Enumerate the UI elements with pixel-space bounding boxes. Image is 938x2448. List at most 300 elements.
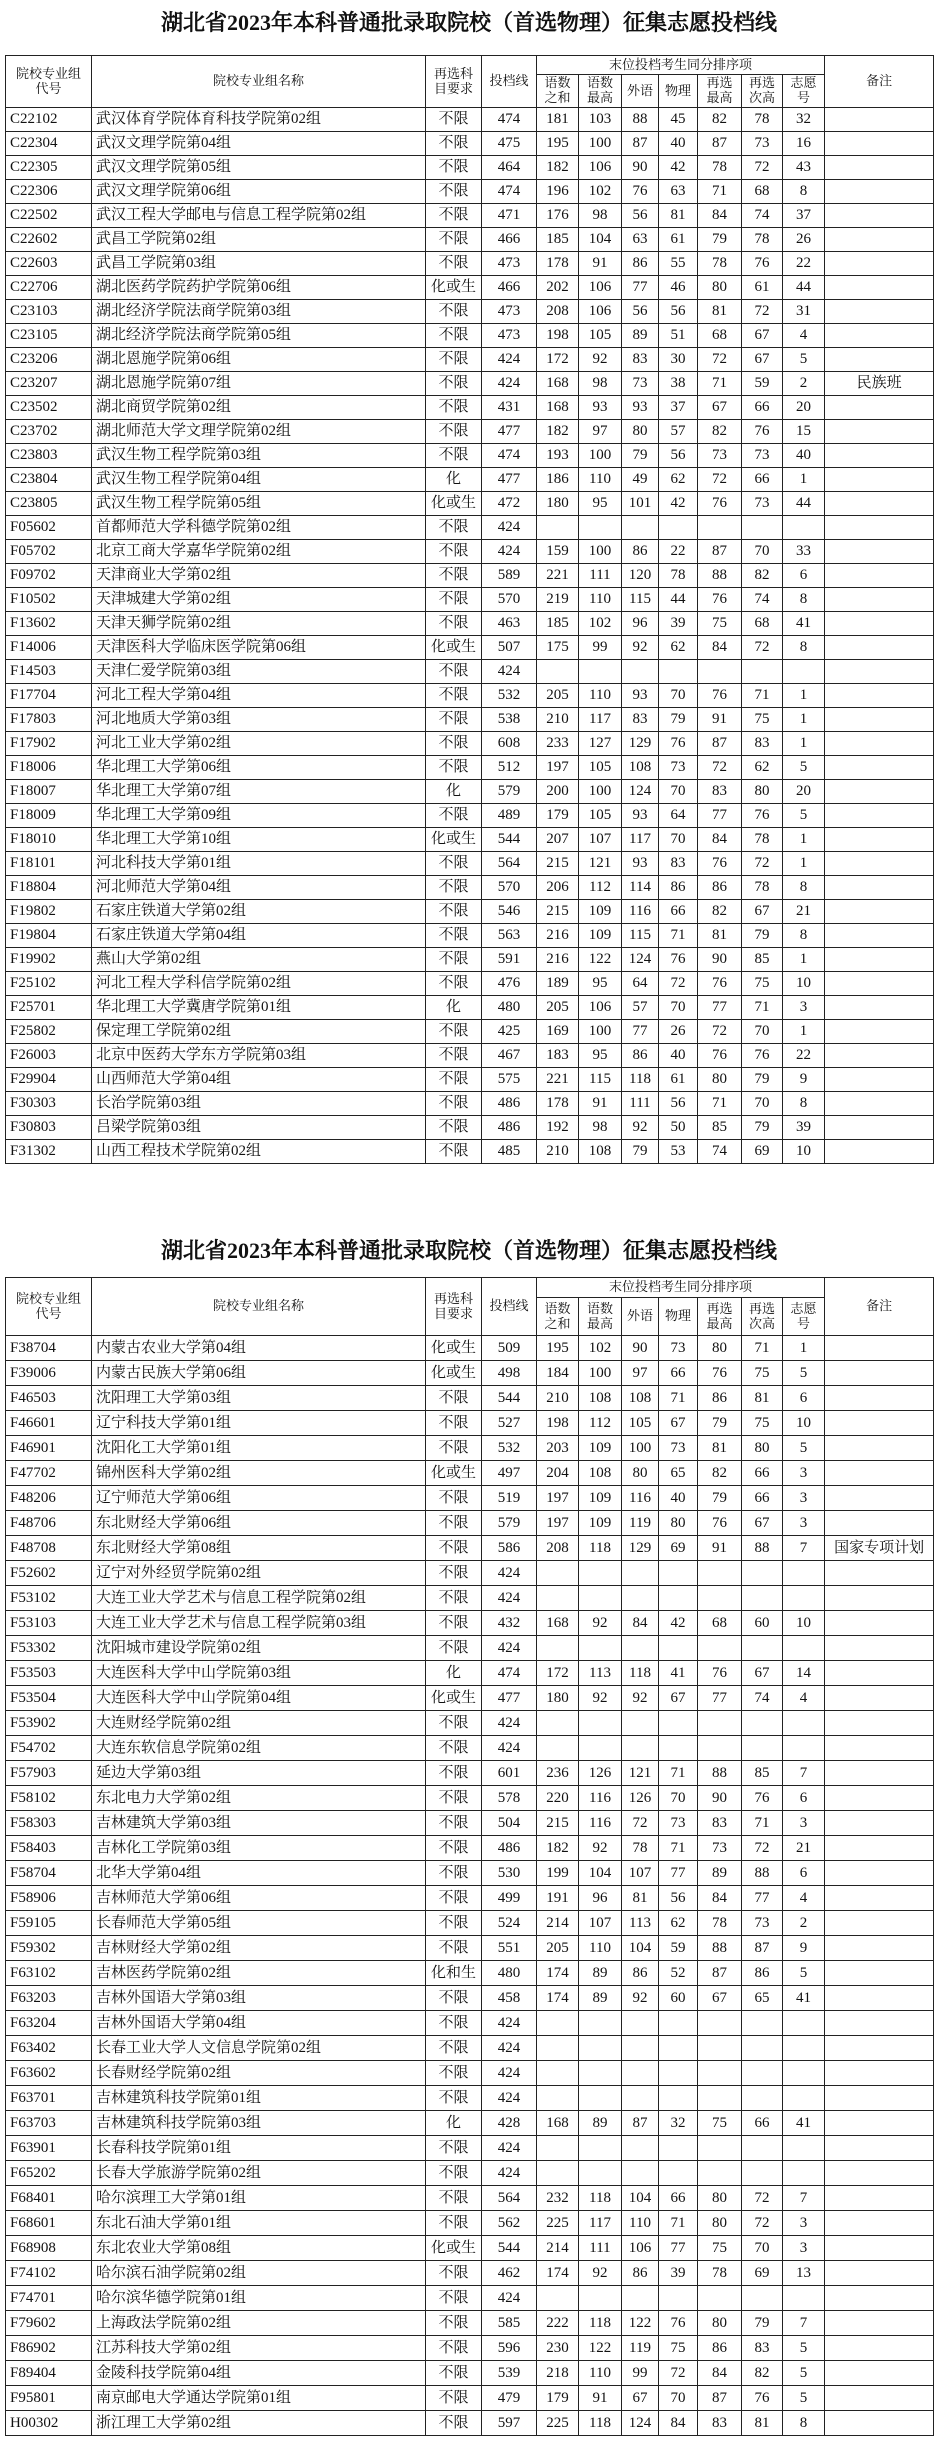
cell-subject: 不限 bbox=[426, 1411, 482, 1436]
cell-code: F53503 bbox=[6, 1661, 92, 1686]
cell-subject: 不限 bbox=[426, 1386, 482, 1411]
cell-choice-no: 5 bbox=[783, 348, 825, 372]
cell-score: 464 bbox=[482, 156, 537, 180]
cell-physics: 57 bbox=[659, 420, 698, 444]
cell-yushu-sum: 182 bbox=[537, 420, 579, 444]
cell-yushu-max bbox=[579, 2286, 622, 2311]
cell-code: C23207 bbox=[6, 372, 92, 396]
cell-elective-second: 80 bbox=[742, 780, 783, 804]
cell-name: 长春工业大学人文信息学院第02组 bbox=[92, 2036, 426, 2061]
cell-choice-no: 43 bbox=[783, 156, 825, 180]
cell-name: 吉林财经大学第02组 bbox=[92, 1936, 426, 1961]
cell-name: 山西师范大学第04组 bbox=[92, 1068, 426, 1092]
cell-name: 湖北经济学院法商学院第05组 bbox=[92, 324, 426, 348]
cell-score: 489 bbox=[482, 804, 537, 828]
cell-subject: 不限 bbox=[426, 2336, 482, 2361]
cell-subject: 不限 bbox=[426, 2261, 482, 2286]
cell-physics bbox=[659, 1561, 698, 1586]
cell-elective-second bbox=[742, 516, 783, 540]
cell-name: 长春科技学院第01组 bbox=[92, 2136, 426, 2161]
cell-choice-no: 10 bbox=[783, 1140, 825, 1164]
cell-elective-max: 76 bbox=[698, 684, 742, 708]
table-row bbox=[6, 180, 934, 204]
cell-english bbox=[622, 2286, 659, 2311]
header-elective-second-label: 再选次高 bbox=[748, 75, 775, 105]
cell-elective-max: 78 bbox=[698, 1911, 742, 1936]
cell-code: F14006 bbox=[6, 636, 92, 660]
cell-elective-max: 74 bbox=[698, 1140, 742, 1164]
cell-subject: 不限 bbox=[426, 1861, 482, 1886]
cell-yushu-max: 110 bbox=[579, 684, 622, 708]
cell-score: 486 bbox=[482, 1836, 537, 1861]
cell-elective-max: 87 bbox=[698, 1961, 742, 1986]
cell-choice-no: 3 bbox=[783, 2211, 825, 2236]
cell-remark bbox=[825, 132, 934, 156]
cell-choice-no: 5 bbox=[783, 804, 825, 828]
cell-elective-max: 72 bbox=[698, 468, 742, 492]
cell-choice-no bbox=[783, 1736, 825, 1761]
cell-code: F18804 bbox=[6, 876, 92, 900]
cell-choice-no bbox=[783, 2061, 825, 2086]
cell-elective-max: 84 bbox=[698, 2361, 742, 2386]
cell-elective-second: 83 bbox=[742, 2336, 783, 2361]
cell-remark bbox=[825, 1092, 934, 1116]
cell-subject: 不限 bbox=[426, 1092, 482, 1116]
cell-code: F63203 bbox=[6, 1986, 92, 2011]
cell-yushu-max: 98 bbox=[579, 372, 622, 396]
cell-subject: 不限 bbox=[426, 180, 482, 204]
cell-english: 77 bbox=[622, 1020, 659, 1044]
cell-score: 499 bbox=[482, 1886, 537, 1911]
cell-physics: 40 bbox=[659, 132, 698, 156]
cell-score: 596 bbox=[482, 2336, 537, 2361]
cell-name: 武汉体育学院体育科技学院第02组 bbox=[92, 108, 426, 132]
cell-name: 武汉生物工程学院第03组 bbox=[92, 444, 426, 468]
cell-elective-max: 72 bbox=[698, 348, 742, 372]
cell-english: 119 bbox=[622, 1511, 659, 1536]
header-yushu-max bbox=[579, 1298, 622, 1336]
cell-remark bbox=[825, 1911, 934, 1936]
cell-choice-no: 21 bbox=[783, 900, 825, 924]
cell-code: F14503 bbox=[6, 660, 92, 684]
table-row bbox=[6, 852, 934, 876]
cell-remark bbox=[825, 1116, 934, 1140]
cell-score: 462 bbox=[482, 2261, 537, 2286]
cell-code: F17902 bbox=[6, 732, 92, 756]
cell-remark bbox=[825, 252, 934, 276]
cell-yushu-sum: 210 bbox=[537, 708, 579, 732]
cell-yushu-sum: 198 bbox=[537, 1411, 579, 1436]
cell-elective-max: 88 bbox=[698, 564, 742, 588]
cell-choice-no: 7 bbox=[783, 2311, 825, 2336]
cell-elective-max: 79 bbox=[698, 1486, 742, 1511]
cell-code: F47702 bbox=[6, 1461, 92, 1486]
cell-yushu-max: 111 bbox=[579, 564, 622, 588]
cell-score: 428 bbox=[482, 2111, 537, 2136]
cell-code: F57903 bbox=[6, 1761, 92, 1786]
cell-score: 575 bbox=[482, 1068, 537, 1092]
cell-code: F63703 bbox=[6, 2111, 92, 2136]
cell-elective-max: 77 bbox=[698, 1686, 742, 1711]
cell-yushu-sum bbox=[537, 2286, 579, 2311]
cell-choice-no: 5 bbox=[783, 2361, 825, 2386]
cell-subject: 化或生 bbox=[426, 1361, 482, 1386]
cell-elective-second: 59 bbox=[742, 372, 783, 396]
cell-elective-second: 73 bbox=[742, 132, 783, 156]
cell-elective-max: 76 bbox=[698, 588, 742, 612]
cell-yushu-max: 106 bbox=[579, 276, 622, 300]
cell-name: 吉林化工学院第03组 bbox=[92, 1836, 426, 1861]
cell-yushu-sum bbox=[537, 2061, 579, 2086]
cell-yushu-sum bbox=[537, 1586, 579, 1611]
cell-yushu-sum: 159 bbox=[537, 540, 579, 564]
cell-yushu-sum: 204 bbox=[537, 1461, 579, 1486]
cell-physics: 71 bbox=[659, 1761, 698, 1786]
cell-yushu-sum: 185 bbox=[537, 612, 579, 636]
cell-code: F65202 bbox=[6, 2161, 92, 2186]
cell-remark bbox=[825, 900, 934, 924]
cell-choice-no bbox=[783, 2036, 825, 2061]
cell-english: 118 bbox=[622, 1661, 659, 1686]
cell-english bbox=[622, 1636, 659, 1661]
cell-english bbox=[622, 2086, 659, 2111]
cell-elective-max: 77 bbox=[698, 804, 742, 828]
cell-english: 93 bbox=[622, 804, 659, 828]
cell-score: 486 bbox=[482, 1116, 537, 1140]
cell-english: 73 bbox=[622, 372, 659, 396]
cell-english: 115 bbox=[622, 924, 659, 948]
cell-yushu-sum: 183 bbox=[537, 1044, 579, 1068]
cell-remark bbox=[825, 1461, 934, 1486]
cell-elective-max: 87 bbox=[698, 2386, 742, 2411]
cell-score: 479 bbox=[482, 2386, 537, 2411]
cell-code: C23804 bbox=[6, 468, 92, 492]
cell-remark bbox=[825, 1636, 934, 1661]
cell-elective-second: 76 bbox=[742, 2386, 783, 2411]
cell-choice-no: 1 bbox=[783, 852, 825, 876]
cell-name: 东北石油大学第01组 bbox=[92, 2211, 426, 2236]
cell-subject: 不限 bbox=[426, 2411, 482, 2436]
cell-yushu-max: 89 bbox=[579, 1961, 622, 1986]
cell-elective-max: 67 bbox=[698, 396, 742, 420]
cell-remark bbox=[825, 516, 934, 540]
cell-elective-max: 71 bbox=[698, 180, 742, 204]
cell-yushu-max: 109 bbox=[579, 900, 622, 924]
cell-choice-no bbox=[783, 1586, 825, 1611]
header-code bbox=[6, 1278, 92, 1336]
cell-code: C23803 bbox=[6, 444, 92, 468]
cell-yushu-max bbox=[579, 1586, 622, 1611]
cell-yushu-sum bbox=[537, 516, 579, 540]
cell-choice-no: 3 bbox=[783, 1486, 825, 1511]
cell-subject: 不限 bbox=[426, 876, 482, 900]
cell-choice-no: 1 bbox=[783, 1020, 825, 1044]
cell-code: F74102 bbox=[6, 2261, 92, 2286]
cell-yushu-sum: 215 bbox=[537, 1811, 579, 1836]
cell-choice-no: 33 bbox=[783, 540, 825, 564]
cell-elective-max: 82 bbox=[698, 420, 742, 444]
cell-code: F25802 bbox=[6, 1020, 92, 1044]
cell-code: F59302 bbox=[6, 1936, 92, 1961]
cell-score: 474 bbox=[482, 108, 537, 132]
cell-yushu-sum: 191 bbox=[537, 1886, 579, 1911]
cell-yushu-max: 110 bbox=[579, 588, 622, 612]
cell-name: 华北理工大学第09组 bbox=[92, 804, 426, 828]
cell-code: F18007 bbox=[6, 780, 92, 804]
cell-score: 530 bbox=[482, 1861, 537, 1886]
cell-yushu-max: 100 bbox=[579, 540, 622, 564]
cell-yushu-max bbox=[579, 1636, 622, 1661]
header-yushu-sum-label: 语数之和 bbox=[544, 75, 571, 105]
cell-english: 81 bbox=[622, 1886, 659, 1911]
table-row bbox=[6, 1911, 934, 1936]
cell-elective-max: 78 bbox=[698, 156, 742, 180]
cell-yushu-max: 98 bbox=[579, 204, 622, 228]
cell-yushu-sum: 218 bbox=[537, 2361, 579, 2386]
cell-elective-max: 73 bbox=[698, 1836, 742, 1861]
cell-physics: 76 bbox=[659, 948, 698, 972]
cell-code: F17704 bbox=[6, 684, 92, 708]
cell-subject: 化和生 bbox=[426, 1961, 482, 1986]
cell-code: F68601 bbox=[6, 2211, 92, 2236]
table-row bbox=[6, 2286, 934, 2311]
cell-name: 北京中医药大学东方学院第03组 bbox=[92, 1044, 426, 1068]
cell-physics bbox=[659, 1586, 698, 1611]
cell-elective-max: 80 bbox=[698, 2311, 742, 2336]
table-row bbox=[6, 1116, 934, 1140]
cell-score: 424 bbox=[482, 540, 537, 564]
table-row bbox=[6, 948, 934, 972]
cell-english: 89 bbox=[622, 324, 659, 348]
cell-yushu-sum: 175 bbox=[537, 636, 579, 660]
cell-physics bbox=[659, 2086, 698, 2111]
cell-remark bbox=[825, 540, 934, 564]
header-elective-max bbox=[698, 75, 742, 108]
cell-english: 83 bbox=[622, 708, 659, 732]
cell-physics: 39 bbox=[659, 2261, 698, 2286]
cell-choice-no: 5 bbox=[783, 1961, 825, 1986]
cell-yushu-sum: 236 bbox=[537, 1761, 579, 1786]
header-physics: 物理 bbox=[659, 1298, 698, 1336]
cell-physics: 76 bbox=[659, 2311, 698, 2336]
cell-code: F18101 bbox=[6, 852, 92, 876]
cell-code: F63204 bbox=[6, 2011, 92, 2036]
cell-english: 83 bbox=[622, 348, 659, 372]
cell-physics: 70 bbox=[659, 2386, 698, 2411]
cell-yushu-max: 107 bbox=[579, 828, 622, 852]
cell-subject: 不限 bbox=[426, 2211, 482, 2236]
table-row bbox=[6, 1961, 934, 1986]
cell-name: 锦州医科大学第02组 bbox=[92, 1461, 426, 1486]
cell-name: 哈尔滨石油学院第02组 bbox=[92, 2261, 426, 2286]
table-row bbox=[6, 1336, 934, 1361]
cell-name: 河北工程大学第04组 bbox=[92, 684, 426, 708]
cell-elective-max: 68 bbox=[698, 324, 742, 348]
table-row bbox=[6, 2211, 934, 2236]
cell-name: 辽宁师范大学第06组 bbox=[92, 1486, 426, 1511]
cell-choice-no: 1 bbox=[783, 1336, 825, 1361]
cell-yushu-sum: 195 bbox=[537, 1336, 579, 1361]
cell-remark bbox=[825, 1811, 934, 1836]
cell-elective-second: 70 bbox=[742, 540, 783, 564]
cell-code: F25701 bbox=[6, 996, 92, 1020]
cell-elective-max: 80 bbox=[698, 276, 742, 300]
cell-name: 吉林建筑科技学院第01组 bbox=[92, 2086, 426, 2111]
cell-code: F18006 bbox=[6, 756, 92, 780]
cell-score: 585 bbox=[482, 2311, 537, 2336]
table-row bbox=[6, 2311, 934, 2336]
cell-english: 79 bbox=[622, 444, 659, 468]
table-row bbox=[6, 2361, 934, 2386]
cell-english: 49 bbox=[622, 468, 659, 492]
cell-code: F13602 bbox=[6, 612, 92, 636]
cell-english: 116 bbox=[622, 1486, 659, 1511]
table-row bbox=[6, 2336, 934, 2361]
cell-elective-second: 79 bbox=[742, 924, 783, 948]
cell-yushu-max: 110 bbox=[579, 1936, 622, 1961]
cell-subject: 不限 bbox=[426, 2011, 482, 2036]
table-row bbox=[6, 324, 934, 348]
cell-score: 563 bbox=[482, 924, 537, 948]
cell-yushu-sum: 179 bbox=[537, 2386, 579, 2411]
cell-name: 长春大学旅游学院第02组 bbox=[92, 2161, 426, 2186]
cell-choice-no: 6 bbox=[783, 1386, 825, 1411]
cell-yushu-max: 91 bbox=[579, 2386, 622, 2411]
cell-elective-second bbox=[742, 2061, 783, 2086]
cell-choice-no: 32 bbox=[783, 108, 825, 132]
cell-elective-second: 69 bbox=[742, 1140, 783, 1164]
cell-physics: 39 bbox=[659, 612, 698, 636]
cell-elective-second: 88 bbox=[742, 1861, 783, 1886]
cell-code: F29904 bbox=[6, 1068, 92, 1092]
cell-elective-second bbox=[742, 2011, 783, 2036]
cell-subject: 不限 bbox=[426, 1836, 482, 1861]
cell-code: F58303 bbox=[6, 1811, 92, 1836]
table-row bbox=[6, 1068, 934, 1092]
cell-choice-no bbox=[783, 2286, 825, 2311]
cell-physics: 75 bbox=[659, 2336, 698, 2361]
cell-remark bbox=[825, 1336, 934, 1361]
cell-choice-no bbox=[783, 660, 825, 684]
cell-yushu-sum: 225 bbox=[537, 2411, 579, 2436]
header-english: 外语 bbox=[622, 75, 659, 108]
cell-choice-no: 41 bbox=[783, 2111, 825, 2136]
cell-subject: 不限 bbox=[426, 1486, 482, 1511]
cell-code: F54702 bbox=[6, 1736, 92, 1761]
cell-yushu-sum: 210 bbox=[537, 1386, 579, 1411]
cell-name: 沈阳理工大学第03组 bbox=[92, 1386, 426, 1411]
cell-english bbox=[622, 516, 659, 540]
header-elective-max-label: 再选最高 bbox=[706, 1300, 733, 1331]
cell-code: F25102 bbox=[6, 972, 92, 996]
cell-score: 425 bbox=[482, 1020, 537, 1044]
cell-name: 吉林外国语大学第04组 bbox=[92, 2011, 426, 2036]
table-row bbox=[6, 1936, 934, 1961]
cell-choice-no: 8 bbox=[783, 924, 825, 948]
cell-code: F05702 bbox=[6, 540, 92, 564]
cell-elective-second: 72 bbox=[742, 156, 783, 180]
cell-physics: 62 bbox=[659, 1911, 698, 1936]
cell-code: F18009 bbox=[6, 804, 92, 828]
cell-remark bbox=[825, 1486, 934, 1511]
cell-name: 大连东软信息学院第02组 bbox=[92, 1736, 426, 1761]
cell-yushu-max: 91 bbox=[579, 1092, 622, 1116]
cell-elective-max: 78 bbox=[698, 2261, 742, 2286]
cell-name: 沈阳化工大学第01组 bbox=[92, 1436, 426, 1461]
cell-yushu-max: 117 bbox=[579, 708, 622, 732]
cell-yushu-max: 97 bbox=[579, 420, 622, 444]
cell-score: 474 bbox=[482, 444, 537, 468]
table-row bbox=[6, 2186, 934, 2211]
cell-code: F89404 bbox=[6, 2361, 92, 2386]
cell-english: 120 bbox=[622, 564, 659, 588]
cell-score: 475 bbox=[482, 132, 537, 156]
cell-english: 87 bbox=[622, 132, 659, 156]
cell-name: 湖北恩施学院第07组 bbox=[92, 372, 426, 396]
cell-physics: 73 bbox=[659, 1336, 698, 1361]
cell-score: 498 bbox=[482, 1361, 537, 1386]
cell-physics: 86 bbox=[659, 876, 698, 900]
cell-name: 辽宁科技大学第01组 bbox=[92, 1411, 426, 1436]
cell-yushu-max: 89 bbox=[579, 2111, 622, 2136]
cell-yushu-sum bbox=[537, 660, 579, 684]
cell-yushu-sum: 178 bbox=[537, 1092, 579, 1116]
cell-subject: 化或生 bbox=[426, 1686, 482, 1711]
cell-elective-second bbox=[742, 2136, 783, 2161]
cell-yushu-sum: 208 bbox=[537, 300, 579, 324]
cell-english: 57 bbox=[622, 996, 659, 1020]
cell-elective-second: 81 bbox=[742, 2411, 783, 2436]
cell-english: 124 bbox=[622, 2411, 659, 2436]
cell-score: 477 bbox=[482, 1686, 537, 1711]
header-elective-second-label: 再选次高 bbox=[748, 1300, 775, 1331]
cell-remark bbox=[825, 276, 934, 300]
cell-remark bbox=[825, 396, 934, 420]
table-row bbox=[6, 2411, 934, 2436]
cell-yushu-sum: 197 bbox=[537, 1511, 579, 1536]
cell-elective-max: 90 bbox=[698, 1786, 742, 1811]
cell-elective-max bbox=[698, 2136, 742, 2161]
cell-elective-max: 77 bbox=[698, 996, 742, 1020]
table-row bbox=[6, 108, 934, 132]
cell-code: C22602 bbox=[6, 228, 92, 252]
cell-elective-max: 82 bbox=[698, 1461, 742, 1486]
table-row bbox=[6, 156, 934, 180]
cell-choice-no: 10 bbox=[783, 1411, 825, 1436]
cell-elective-max bbox=[698, 516, 742, 540]
cell-name: 河北科技大学第01组 bbox=[92, 852, 426, 876]
cell-name: 金陵科技学院第04组 bbox=[92, 2361, 426, 2386]
cell-elective-max bbox=[698, 2161, 742, 2186]
cell-yushu-max: 100 bbox=[579, 1361, 622, 1386]
cell-english: 92 bbox=[622, 1986, 659, 2011]
cell-name: 大连财经学院第02组 bbox=[92, 1711, 426, 1736]
table-row bbox=[6, 1761, 934, 1786]
table-row bbox=[6, 1092, 934, 1116]
cell-elective-max bbox=[698, 2286, 742, 2311]
cell-name: 东北农业大学第08组 bbox=[92, 2236, 426, 2261]
table-row bbox=[6, 2011, 934, 2036]
cell-yushu-max: 105 bbox=[579, 324, 622, 348]
cell-elective-second: 75 bbox=[742, 1361, 783, 1386]
cell-remark bbox=[825, 564, 934, 588]
header-yushu-max-label: 语数最高 bbox=[586, 1300, 613, 1331]
cell-subject: 不限 bbox=[426, 612, 482, 636]
cell-elective-max: 82 bbox=[698, 900, 742, 924]
header-remark: 备注 bbox=[825, 56, 934, 108]
table-row bbox=[6, 2086, 934, 2111]
cell-score: 480 bbox=[482, 1961, 537, 1986]
